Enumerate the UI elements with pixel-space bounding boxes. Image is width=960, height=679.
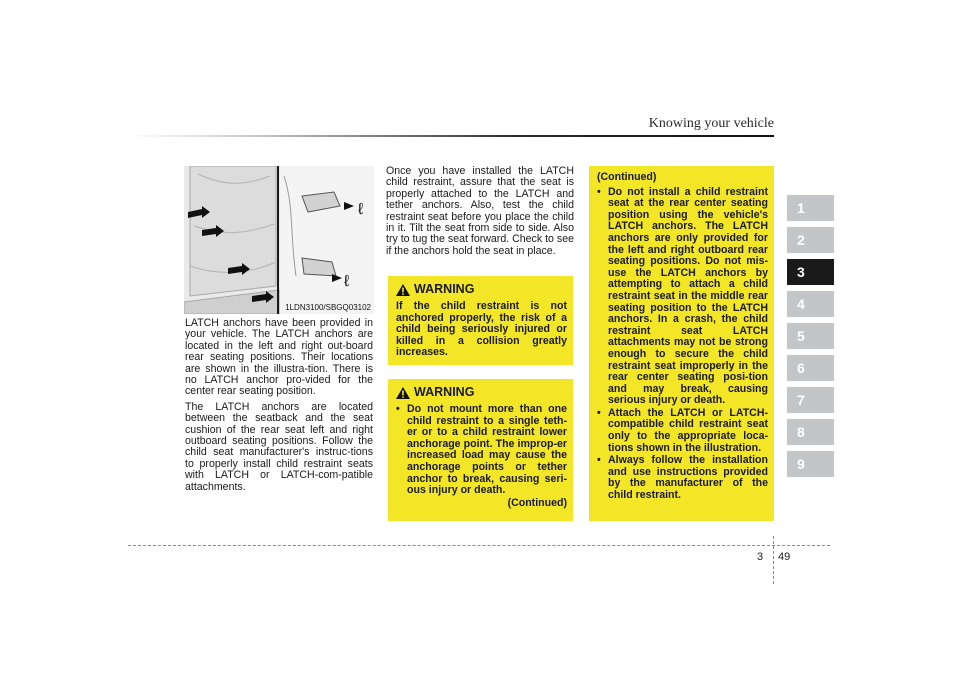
warning-text: If the child restraint is not anchored properly, the risk of a child being seriously injured or killed in a collision greatly increases. bbox=[396, 300, 567, 359]
warning-bullet-text: Do not install a child restraint seat at the rear center seating position using the vehicle's LATCH anchors. The LATCH anchors are only provided for the left and right outboard rear seating positions. Do not mis-use the LATCH anchors by attempting to attach a child restraint seat in the middle rear seating position to the LATCH anchors. In a crash, the child restraint seat LATCH attachments may not be strong enough to secure the child restraint seat improperly in the rear center seating posi-tion and may break, causing serious injury or death. bbox=[608, 185, 768, 407]
chapter-tabs bbox=[787, 195, 834, 483]
chapter-tab-9[interactable]: 9 bbox=[787, 451, 834, 477]
warning-bullet bbox=[597, 408, 768, 454]
warning-title: WARNING bbox=[414, 385, 475, 400]
warning-header bbox=[396, 387, 567, 399]
warning-triangle-icon bbox=[396, 284, 410, 296]
footer-divider bbox=[773, 536, 774, 584]
seat-drawing bbox=[184, 166, 374, 314]
warning-bullet bbox=[396, 404, 567, 497]
continued-label: (Continued) bbox=[507, 496, 567, 509]
chapter-tab-3[interactable]: 3 bbox=[787, 259, 834, 285]
chapter-tab-5[interactable]: 5 bbox=[787, 323, 834, 349]
chapter-tab-6[interactable]: 6 bbox=[787, 355, 834, 381]
chapter-tab-1[interactable]: 1 bbox=[787, 195, 834, 221]
svg-text:ℓ: ℓ bbox=[358, 201, 364, 218]
bullet-dot: • bbox=[597, 454, 601, 467]
header-title: Knowing your vehicle bbox=[648, 116, 774, 131]
warning-triangle-icon bbox=[396, 387, 410, 399]
warning-box-anchoring bbox=[388, 276, 573, 365]
chapter-tab-7[interactable]: 7 bbox=[787, 387, 834, 413]
svg-text:ℓ: ℓ bbox=[344, 273, 350, 290]
warning-bullet-text: Do not mount more than one child restraint to a single teth-er or to a child restraint lower anchorage point. The improp-er increased load may cause the anchorage points or tether anchor to break, causing seri-ous injury or death. bbox=[407, 403, 567, 497]
figure-caption: 1LDN3100/SBGQ03102 bbox=[285, 303, 371, 312]
bullet-dot: • bbox=[396, 403, 400, 415]
warning-bullet bbox=[597, 455, 768, 501]
page-chapter: 3 bbox=[757, 551, 764, 563]
chapter-tab-8[interactable]: 8 bbox=[787, 419, 834, 445]
footer-rule bbox=[128, 545, 830, 546]
warning-title: WARNING bbox=[414, 282, 475, 297]
chapter-tab-4[interactable]: 4 bbox=[787, 291, 834, 317]
bullet-dot: • bbox=[597, 185, 601, 198]
bullet-dot: • bbox=[597, 406, 601, 419]
left-column bbox=[185, 318, 373, 497]
page-number: 49 bbox=[778, 551, 791, 563]
warning-bullet-text: Attach the LATCH or LATCH-compatible child restraint seat only to the appropriate loca-tions shown in the illustration. bbox=[608, 406, 768, 454]
latch-anchor-illustration bbox=[184, 166, 374, 314]
chapter-tab-2[interactable]: 2 bbox=[787, 227, 834, 253]
latch-location-paragraph: The LATCH anchors are located between the seatback and the seat cushion of the rear seat left and right outboard seating positions. Follow the child seat manufacturer's instruc-tions to properly install child restraint seats with LATCH or LATCH-com-patible attachments. bbox=[185, 400, 373, 493]
warning-box-continued bbox=[589, 166, 774, 521]
installation-check-paragraph: Once you have installed the LATCH child restraint, assure that the seat is properly attached to the LATCH and tether anchors. Also, test the child restraint seat before you place the child in it. Tilt the seat from side to side. Also try to tug the seat forward. Check to see if the anchors hold the seat in place. bbox=[386, 165, 574, 257]
latch-intro-paragraph: LATCH anchors have been provided in your vehicle. The LATCH anchors are located in the left and right out-board rear seating positions. Their locations are shown in the illustra-tion. There is no LATCH anchor pro-vided for the center rear seating position. bbox=[185, 317, 373, 398]
header-rule bbox=[128, 135, 774, 137]
warning-box-mounting bbox=[388, 379, 573, 521]
warning-bullet bbox=[597, 187, 768, 407]
middle-column bbox=[386, 166, 574, 261]
warning-bullet-text: Always follow the installation and use instructions provided by the manufacturer of the child restraint. bbox=[608, 454, 768, 502]
warning-header bbox=[396, 284, 567, 296]
continued-label: (Continued) bbox=[597, 171, 657, 183]
